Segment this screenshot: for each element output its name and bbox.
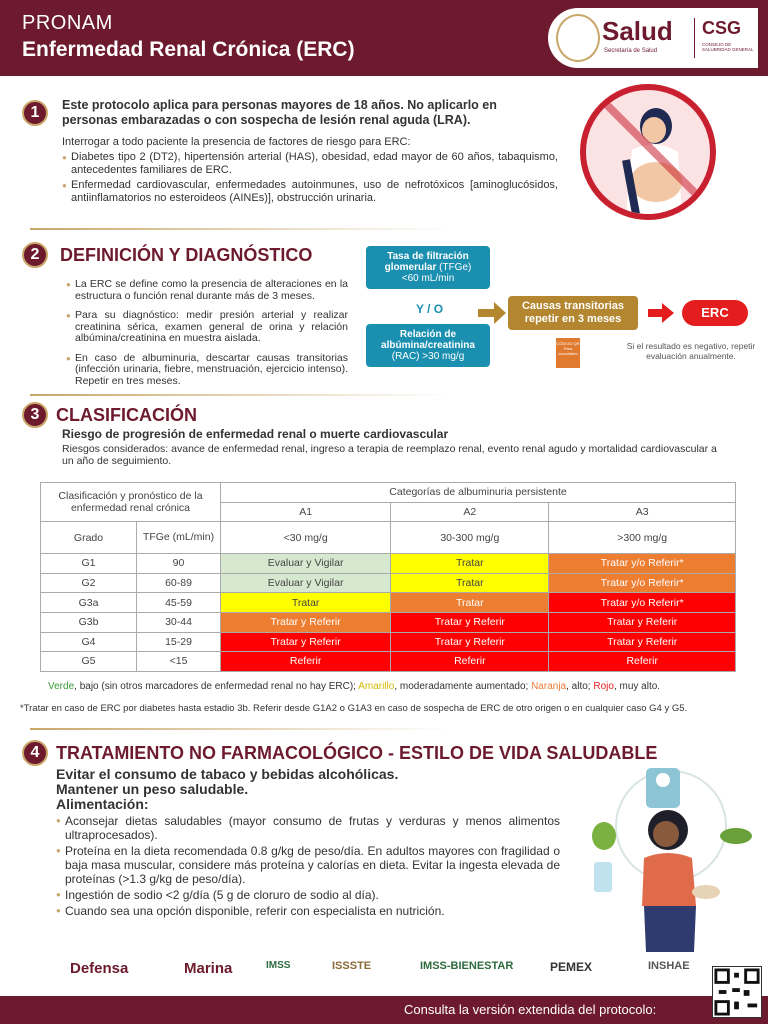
risk-cell: Tratar y Referir (391, 632, 549, 652)
legend-text: , moderadamente aumentado; (394, 681, 532, 692)
mexico-seal-icon (556, 14, 600, 62)
s2-bullets (66, 279, 348, 387)
legend-verde: Verde (48, 681, 75, 692)
tfge-value: <60 mL/min (401, 273, 455, 284)
legend-text: , alto; (566, 681, 594, 692)
program-label: PRONAM (22, 12, 113, 34)
table-corner-header: Clasificación y pronóstico de la enfermedad renal crónica (41, 483, 221, 522)
table-row (41, 612, 736, 632)
s3-subtitle: Riesgo de progresión de enfermedad renal o muerte cardiovascular (62, 427, 449, 441)
risk-cell: Evaluar y Vigilar (221, 573, 391, 593)
list-item: ● Para su diagnóstico: medir presión arterial y realizar creatinina sérica, examen general de orina y relación albúmina/creatinina en muestra aislada. (66, 310, 348, 345)
s2-title: DEFINICIÓN Y DIAGNÓSTICO (60, 245, 313, 265)
color-legend (48, 680, 748, 693)
rac-box (366, 324, 490, 367)
table-row (41, 593, 736, 613)
logo-imss: IMSS (266, 960, 291, 971)
table-row (41, 632, 736, 652)
risk-cell: Tratar (391, 593, 549, 613)
s4-bullets (56, 814, 560, 918)
arrow-right-icon (648, 302, 676, 324)
s1-intro: Este protocolo aplica para personas mayores de 18 años. No aplicarlo en personas embarazadas o con sospecha de lesión renal aguda (LRA). (62, 98, 497, 127)
risk-cell: Tratar y/o Referir* (549, 554, 736, 574)
risk-cell: Tratar y Referir (221, 612, 391, 632)
legend-text: , muy alto. (613, 681, 661, 692)
footer-bar (0, 996, 768, 1024)
section-2-number: 2 (22, 242, 48, 268)
risk-cell: Evaluar y Vigilar (221, 554, 391, 574)
grade-cell: G1 (41, 554, 137, 574)
transitory-causes-box: Causas transitorias repetir en 3 meses (508, 296, 638, 330)
grade-cell: G4 (41, 632, 137, 652)
list-item: ● Cuando sea una opción disponible, referir con especialista en nutrición. (56, 904, 560, 918)
s4-weight: Mantener un peso saludable. (56, 781, 249, 797)
list-item: ● Ingestión de sodio <2 g/día (5 g de cloruro de sodio al día). (56, 888, 560, 902)
logo-imss-bienestar: IMSS-BIENESTAR (420, 960, 514, 972)
range-a2: 30-300 mg/g (391, 522, 549, 554)
range-a1: <30 mg/g (221, 522, 391, 554)
table-row (41, 573, 736, 593)
list-item: ● Enfermedad cardiovascular, enfermedades autoinmunes, uso de nefrotóxicos [aminoglucósidos, antiinflamatorios no esteroideos (AINEs)], obstrucción urinaria. (62, 179, 558, 205)
arrow-right-icon (478, 300, 508, 326)
s4-food: Alimentación: (56, 796, 149, 812)
legend-amarillo: Amarillo (358, 681, 395, 692)
tfge-cell: 30-44 (137, 612, 221, 632)
section-divider (30, 394, 450, 396)
col-a1: A1 (221, 502, 391, 522)
healthy-lifestyle-illustration-icon (586, 766, 756, 952)
risk-cell: Referir (549, 652, 736, 672)
risk-cell: Tratar y/o Referir* (549, 593, 736, 613)
classification-table (40, 482, 736, 672)
list-item: ● Diabetes tipo 2 (DT2), hipertensión arterial (HAS), obesidad, edad mayor de 60 años, tabaquismo, antecedentes familiares de ERC. (62, 151, 558, 177)
table-row (41, 652, 736, 672)
risk-cell: Tratar (391, 573, 549, 593)
risk-cell: Tratar y Referir (221, 632, 391, 652)
section-1-number: 1 (22, 100, 48, 126)
list-item: ● En caso de albuminuria, descartar causas transitorias (infección urinaria, fiebre, menstruación, ejercicio intenso). Repetir en tres meses. (66, 353, 348, 388)
section-divider (30, 228, 450, 230)
grade-header: Grado (41, 522, 137, 554)
logo-pemex: PEMEX (550, 960, 593, 974)
page-title: Enfermedad Renal Crónica (ERC) (22, 38, 355, 61)
list-item: ● Proteína en la dieta recomendada 0.8 g/kg de peso/día. En adultos mayores con fragilidad o baja masa muscular, considere más proteína y calorías en dieta. Evitar la ingesta elevada de proteínas (>1.3 g/kg de peso/día). (56, 844, 560, 886)
tfge-title: Tasa de filtración glomerular (384, 251, 469, 273)
table-row (41, 554, 736, 574)
legend-naranja: Naranja (531, 681, 567, 692)
risk-cell: Referir (221, 652, 391, 672)
salud-subtitle: Secretaría de Salud (604, 48, 658, 54)
rac-title: Relación de albúmina/creatinina (381, 329, 475, 351)
tfge-cell: 45-59 (137, 593, 221, 613)
csg-subtitle: CONSEJO DE SALUBRIDAD GENERAL (702, 42, 754, 53)
s1-bullets (62, 151, 558, 205)
logo-inshae: INSHAE (648, 960, 690, 972)
s4-title: TRATAMIENTO NO FARMACOLÓGICO - ESTILO DE VIDA SALUDABLE (56, 743, 658, 763)
range-a3: >300 mg/g (549, 522, 736, 554)
logo-divider (694, 18, 695, 58)
grade-cell: G5 (41, 652, 137, 672)
qr-code[interactable] (712, 966, 762, 1018)
csg-wordmark: CSG (702, 18, 742, 38)
rac-value: (RAC) >30 mg/g (391, 351, 465, 362)
footer-text: Consulta la versión extendida del protocolo: (404, 1002, 657, 1017)
logo-marina: Marina (184, 960, 233, 977)
list-item: ● La ERC se define como la presencia de alteraciones en la estructura o función renal durante más de 3 meses. (66, 279, 348, 302)
pregnant-woman-prohibited-icon (580, 84, 716, 220)
legend-rojo: Rojo (593, 681, 614, 692)
risk-cell: Tratar (391, 554, 549, 574)
logo-defensa: Defensa (70, 960, 129, 977)
risk-cell: Tratar y Referir (549, 632, 736, 652)
logo-issste: ISSSTE (332, 960, 372, 972)
grade-cell: G2 (41, 573, 137, 593)
s3-title: CLASIFICACIÓN (56, 405, 197, 425)
col-a3: A3 (549, 502, 736, 522)
tfge-cell: <15 (137, 652, 221, 672)
negative-result-note: Si el resultado es negativo, repetir evaluación anualmente. (626, 341, 756, 361)
risk-cell: Tratar y Referir (391, 612, 549, 632)
and-or-label: Y / O (416, 302, 444, 316)
s1-lead: Interrogar a todo paciente la presencia de factores de riesgo para ERC: (62, 136, 411, 148)
albuminuria-header: Categorías de albuminuria persistente (221, 483, 736, 503)
salud-logo (548, 8, 758, 68)
tfge-box (366, 246, 490, 289)
tfge-abbr: (TFGe) (439, 262, 472, 273)
erc-result-badge: ERC (682, 300, 748, 326)
grade-cell: G3a (41, 593, 137, 613)
tfge-cell: 90 (137, 554, 221, 574)
qr-code-small[interactable]: CÓDIGO QR Para consultarlo (556, 338, 580, 368)
salud-wordmark: Salud (602, 16, 673, 46)
s4-tobacco: Evitar el consumo de tabaco y bebidas alcohólicas. (56, 766, 399, 782)
risk-cell: Tratar y Referir (549, 612, 736, 632)
risk-cell: Tratar (221, 593, 391, 613)
table-footnote: *Tratar en caso de ERC por diabetes hasta estadio 3b. Referir desde G1A2 o G1A3 en caso de sospecha de ERC de otro origen o en cualquier caso G4 y G5. (20, 703, 688, 714)
tfge-cell: 15-29 (137, 632, 221, 652)
grade-cell: G3b (41, 612, 137, 632)
header-banner (0, 0, 768, 76)
list-item: ● Aconsejar dietas saludables (mayor consumo de frutas y verduras y menos alimentos ultraprocesados). (56, 814, 560, 842)
risk-cell: Tratar y/o Referir* (549, 573, 736, 593)
risk-cell: Referir (391, 652, 549, 672)
section-divider (30, 728, 450, 730)
tfge-header: TFGe (mL/min) (137, 522, 221, 554)
s3-description: Riesgos considerados: avance de enfermedad renal, ingreso a terapia de reemplazo renal, evento renal agudo y mortalidad cardiovascular a un año de seguimiento. (62, 443, 717, 467)
section-3-number: 3 (22, 402, 48, 428)
legend-text: , bajo (sin otros marcadores de enfermedad renal no hay ERC); (74, 681, 359, 692)
col-a2: A2 (391, 502, 549, 522)
tfge-cell: 60-89 (137, 573, 221, 593)
section-4-number: 4 (22, 740, 48, 766)
